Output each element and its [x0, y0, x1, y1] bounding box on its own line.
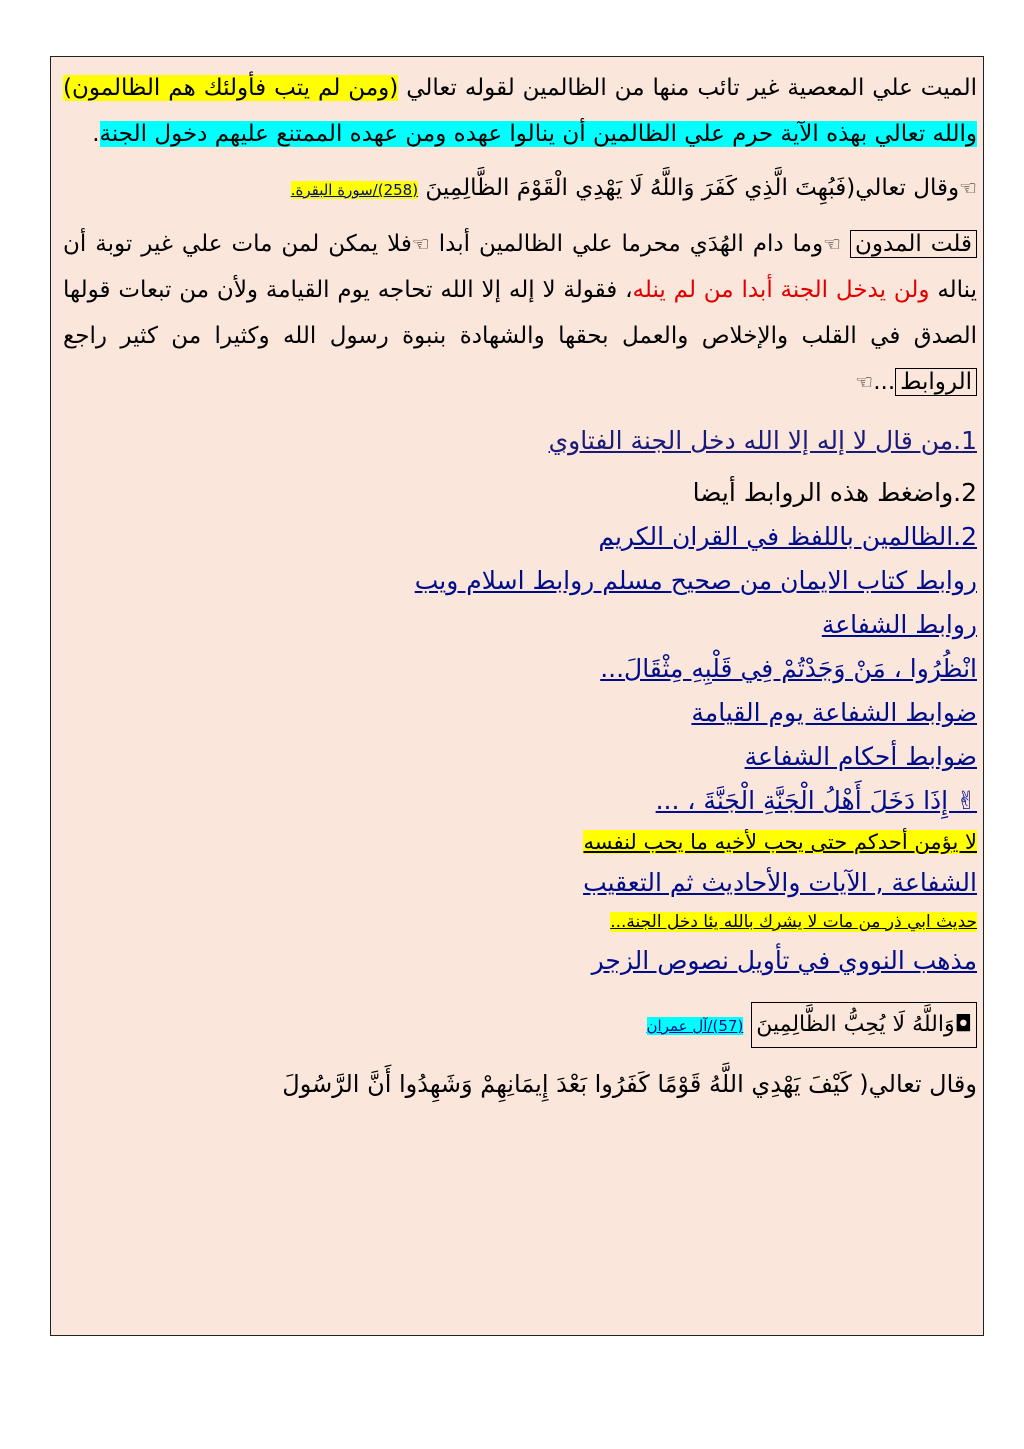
pointing-hand-icon: ☜ [855, 370, 874, 394]
link-ahl-jannah[interactable]: ✌ إِذَا دَخَلَ أَهْلُ الْجَنَّةِ الْجَنَّةَ ، ... [655, 786, 977, 815]
link-nawawi[interactable]: مذهب النووي في تأويل نصوص الزجر [591, 946, 977, 975]
link-unzuru[interactable]: انْظُرُوا ، مَنْ وَجَدْتُمْ فِي قَلْبِهِ مِثْقَالَ... [600, 654, 977, 683]
surah-reference[interactable]: (57)/آل عمران [646, 1017, 744, 1035]
links-label: الروابط [895, 368, 977, 396]
link-shafaa-ayat[interactable]: الشفاعة , الآيات والأحاديث ثم التعقيب [583, 868, 977, 897]
link-ahkam-shafaa[interactable]: ضوابط أحكام الشفاعة [744, 742, 977, 771]
verse-box [751, 1002, 977, 1048]
text-segment: فلا يمكن لمن مات علي غير توبة أن يناله [63, 231, 978, 303]
bullet-icon: ◘ [954, 1012, 972, 1037]
link-instruction: 2.واضغط هذه الروابط أيضا [692, 478, 977, 507]
link-kitab-iman[interactable]: روابط كتاب الايمان من صحيح مسلم روابط اسلام ويب [414, 566, 977, 595]
red-emphasis: ولن يدخل الجنة أبدا من لم ينله [632, 277, 930, 303]
verse-text: وقال تعالي(فَبُهِتَ الَّذِي كَفَرَ وَاللَّهُ لَا يَهْدِي الْقَوْمَ الظَّالِمِينَ [418, 175, 960, 201]
pointing-hand-icon: ☜ [959, 176, 977, 200]
cyan-highlight: والله تعالي بهذه الآية حرم علي الظالمين أن ينالوا عهده ومن عهده الممتنع عليهم دخول الجنة [99, 121, 977, 147]
pointing-hand-icon: ☜ [411, 232, 430, 256]
last-verse-line: وقال تعالي( كَيْفَ يَهْدِي اللَّهُ قَوْمًا كَفَرُوا بَعْدَ إِيمَانِهِمْ وَشَهِدُوا أَنَّ الرَّسُولَ [282, 1070, 977, 1098]
document-page [50, 56, 984, 1336]
surah-reference[interactable]: (258)/سورة البقرة. [290, 181, 419, 199]
author-label: قلت المدون [850, 230, 977, 258]
text-segment: الميت علي المعصية غير تائب منها من الظالمين لقوله تعالي [398, 75, 978, 101]
pointing-hand-icon: ☜ [823, 232, 842, 256]
verse-highlight: (ومن لم يتب فأولئك هم الظالمون) [63, 75, 399, 101]
link-fatawa[interactable]: 1.من قال لا إله إلا الله دخل الجنة الفتاوي [548, 426, 977, 455]
links-list [63, 419, 977, 983]
period: . [92, 121, 100, 147]
paragraph-3 [63, 221, 977, 405]
verse-text: وَاللَّهُ لَا يُحِبُّ الظَّالِمِينَ [756, 1012, 955, 1037]
link-dawabit-qiyama[interactable]: ضوابط الشفاعة يوم القيامة [691, 698, 977, 727]
link-shafaa[interactable]: روابط الشفاعة [821, 610, 977, 639]
paragraph-1 [63, 65, 977, 157]
text-segment: ، فقولة لا إله إلا الله تحاجه يوم القيامة ولأن من تبعات قولها الصدق في القلب والإخلاص والعمل بحقها والشهادة بنبوة رسول الله وكثيرا من كثير راجع [63, 277, 977, 349]
link-la-yuminu[interactable]: لا يؤمن أحدكم حتى يحب لأخيه ما يحب لنفسه [583, 830, 977, 854]
ellipsis: ... [873, 369, 896, 395]
text-segment: وما دام الهُدَي محرما علي الظالمين أبدا [429, 231, 824, 257]
link-hadith-abi-dhar[interactable]: حديث ابي ذر من مات لا يشرك بالله يئا دخل الجنة... [610, 912, 977, 932]
paragraph-2 [63, 165, 977, 213]
link-zalimeen-quran[interactable]: 2.الظالمين باللفظ في القران الكريم [598, 522, 977, 551]
